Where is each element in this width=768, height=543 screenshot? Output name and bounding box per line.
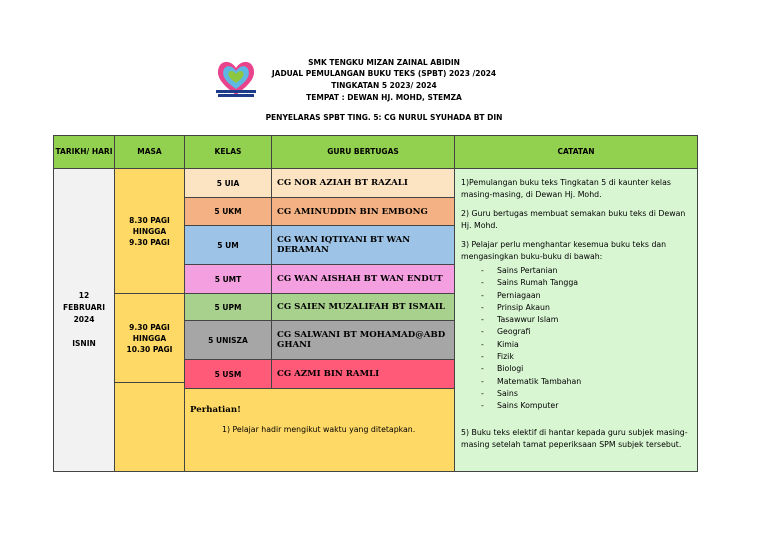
subject-item: - Sains Rumah Tangga bbox=[497, 277, 691, 289]
tarikh-cell bbox=[53, 168, 115, 472]
guru-cell: CG NOR AZIAH BT RAZALI bbox=[271, 168, 455, 198]
subject-item: - Sains bbox=[497, 388, 691, 400]
guru-cell: CG AZMI BIN RAMLI bbox=[271, 359, 455, 389]
header-kelas: KELAS bbox=[184, 135, 272, 169]
header-masa: MASA bbox=[114, 135, 185, 169]
masa-line: 9.30 PAGI bbox=[129, 237, 170, 247]
masa-empty bbox=[114, 382, 185, 472]
masa-line: HINGGA bbox=[132, 333, 167, 343]
venue: TEMPAT : DEWAN HJ. MOHD, STEMZA bbox=[306, 93, 462, 102]
coordinator: PENYELARAS SPBT TING. 5: CG NURUL SYUHADA BT DIN bbox=[265, 113, 503, 122]
catatan-cell bbox=[454, 168, 698, 472]
document-title: JADUAL PEMULANGAN BUKU TEKS (SPBT) 2023 /2024 bbox=[271, 69, 497, 78]
level-title: TINGKATAN 5 2023/ 2024 bbox=[331, 81, 437, 90]
subject-item: - Prinsip Akaun bbox=[497, 302, 691, 314]
subject-item: - Geografi bbox=[497, 326, 691, 338]
school-name: SMK TENGKU MIZAN ZAINAL ABIDIN bbox=[308, 58, 460, 67]
kelas-cell: 5 UIA bbox=[184, 168, 272, 198]
kelas-cell: 5 USM bbox=[184, 359, 272, 389]
masa-slot-1 bbox=[114, 168, 185, 294]
date-year: 2024 bbox=[73, 315, 95, 324]
subject-item: - Perniagaan bbox=[497, 290, 691, 302]
header-catatan: CATATAN bbox=[454, 135, 698, 169]
catatan-point-3: 3) Pelajar perlu menghantar kesemua buku teks dan mengasingkan buku-buku di bawah: bbox=[461, 240, 667, 261]
kelas-cell: 5 UMT bbox=[184, 264, 272, 294]
guru-cell: CG SALWANI BT MOHAMAD@ABD GHANI bbox=[271, 320, 455, 360]
attention-title: Perhatian! bbox=[190, 405, 241, 415]
attention-item: 1) Pelajar hadir mengikut waktu yang ditetapkan. bbox=[222, 425, 416, 434]
header-tarikh: TARIKH/ HARI bbox=[53, 135, 115, 169]
guru-cell: CG WAN AISHAH BT WAN ENDUT bbox=[271, 264, 455, 294]
subject-item: - Fizik bbox=[497, 351, 691, 363]
subject-item: - Sains Komputer bbox=[497, 400, 691, 412]
date-weekday: ISNIN bbox=[72, 339, 96, 348]
attention-note bbox=[184, 388, 455, 472]
catatan-point-5: 5) Buku teks elektif di hantar kepada guru subjek masing-masing setelah tamat peperiksaan SPM subjek tersebut. bbox=[461, 427, 688, 449]
kelas-cell: 5 UKM bbox=[184, 197, 272, 226]
date-day: 12 bbox=[78, 291, 90, 300]
masa-line: HINGGA bbox=[132, 226, 167, 236]
masa-line: 8.30 PAGI bbox=[129, 215, 170, 225]
date-month: FEBRUARI bbox=[63, 303, 105, 312]
subject-list bbox=[461, 265, 691, 413]
subject-item: - Tasawwur Islam bbox=[497, 314, 691, 326]
guru-cell: CG SAIEN MUZALIFAH BT ISMAIL bbox=[271, 293, 455, 321]
guru-cell: CG AMINUDDIN BIN EMBONG bbox=[271, 197, 455, 226]
catatan-point-2: 2) Guru bertugas membuat semakan buku teks di Dewan Hj. Mohd. bbox=[461, 209, 686, 230]
kelas-cell: 5 UM bbox=[184, 225, 272, 265]
masa-line: 10.30 PAGI bbox=[126, 344, 173, 354]
catatan-point-1: 1)Pemulangan buku teks Tingkatan 5 di kaunter kelas masing-masing, di Dewan Hj. Mohd. bbox=[461, 178, 671, 199]
masa-slot-2 bbox=[114, 293, 185, 383]
kelas-cell: 5 UPM bbox=[184, 293, 272, 321]
subject-item: - Kimia bbox=[497, 339, 691, 351]
guru-cell: CG WAN IQTIYANI BT WAN DERAMAN bbox=[271, 225, 455, 265]
header-guru: GURU BERTUGAS bbox=[271, 135, 455, 169]
subject-item: - Matematik Tambahan bbox=[497, 376, 691, 388]
kelas-cell: 5 UNISZA bbox=[184, 320, 272, 360]
masa-line: 9.30 PAGI bbox=[129, 322, 170, 332]
subject-item: - Biologi bbox=[497, 363, 691, 375]
subject-item: - Sains Pertanian bbox=[497, 265, 691, 277]
